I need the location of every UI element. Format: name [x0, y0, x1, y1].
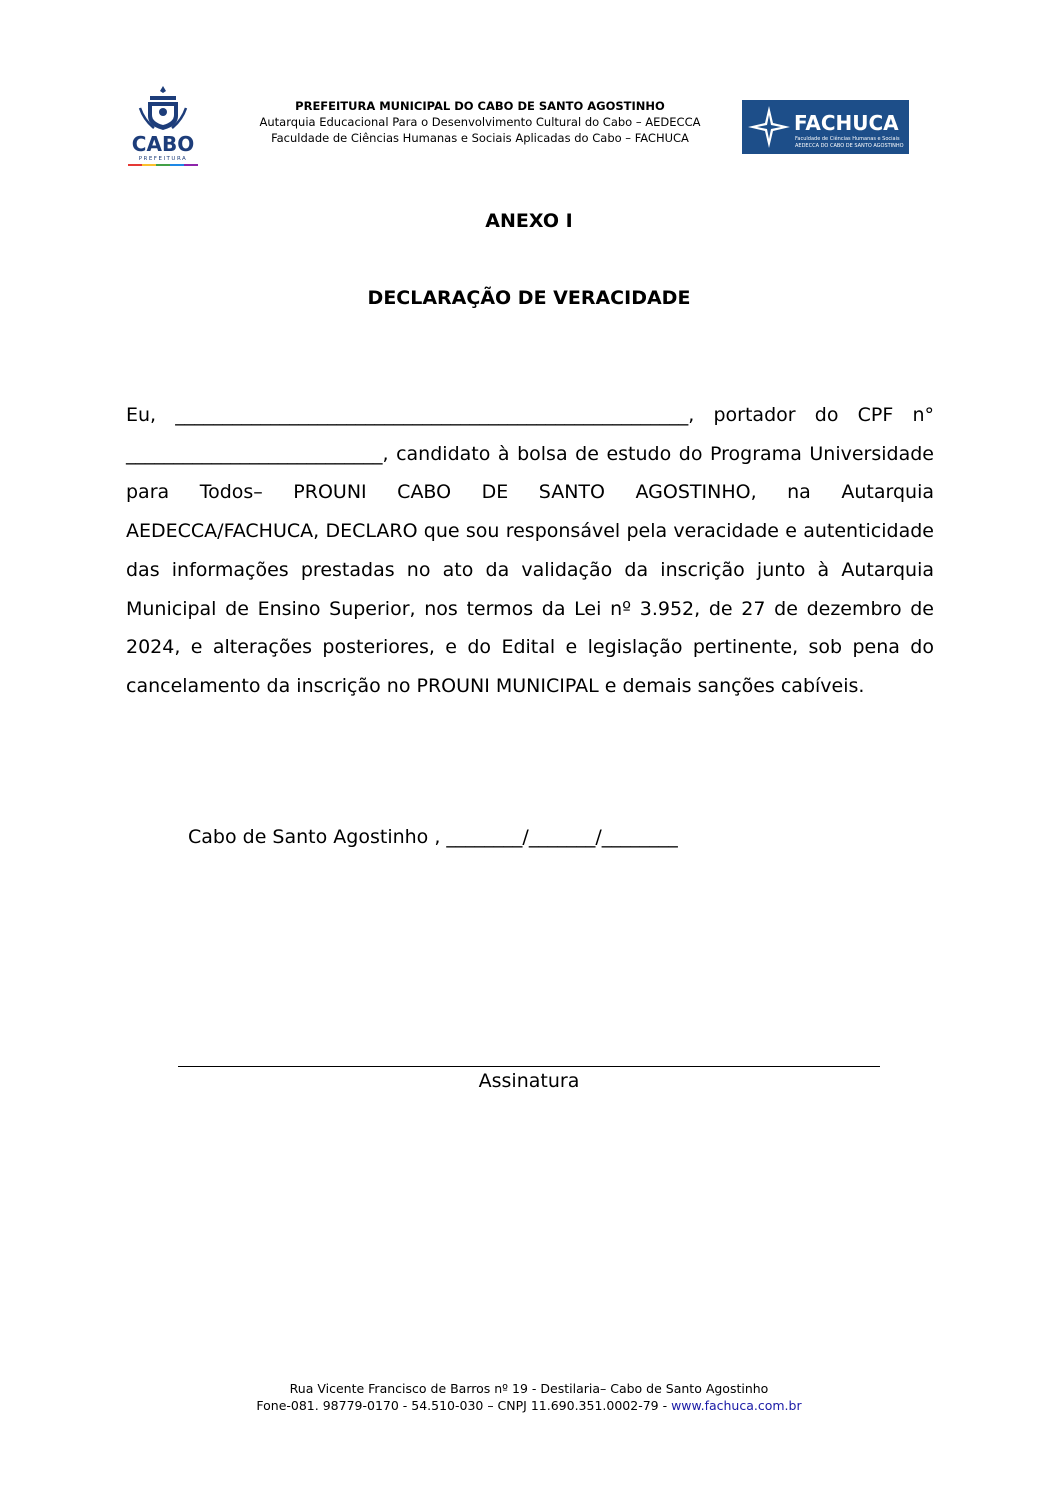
- header-line-3: Faculdade de Ciências Humanas e Sociais Aplicadas do Cabo – FACHUCA: [271, 131, 689, 145]
- document-footer: [0, 1380, 1058, 1414]
- cabo-logo-text: CABO: [131, 132, 195, 156]
- footer-website-link[interactable]: www.fachuca.com.br: [671, 1398, 802, 1413]
- cabo-logo-subtext: PREFEITURA: [138, 156, 188, 162]
- fachuca-logo-text: FACHUCA: [794, 111, 899, 135]
- place-date-line: Cabo de Santo Agostinho , ________/_______/________: [188, 826, 678, 848]
- annex-title: ANEXO I: [485, 210, 573, 232]
- institution-header-text: [220, 98, 740, 146]
- header-line-1: PREFEITURA MUNICIPAL DO CABO DE SANTO AGOSTINHO: [295, 99, 665, 113]
- fachuca-logo-subtext-2: AEDECCA DO CABO DE SANTO AGOSTINHO: [795, 143, 904, 149]
- fachuca-logo: [742, 100, 909, 154]
- header-line-2: Autarquia Educacional Para o Desenvolvimento Cultural do Cabo – AEDECCA: [259, 115, 701, 129]
- footer-contact-line: [0, 1397, 1058, 1414]
- declaration-title: DECLARAÇÃO DE VERACIDADE: [367, 287, 691, 309]
- signature-line: [178, 1066, 880, 1067]
- footer-contact: Fone-081. 98779-0170 - 54.510-030 – CNPJ 11.690.351.0002-79 -: [256, 1398, 672, 1413]
- fachuca-logo-subtext-1: Faculdade de Ciências Humanas e Sociais: [795, 136, 900, 142]
- cabo-prefeitura-logo: [124, 84, 202, 168]
- footer-address: Rua Vicente Francisco de Barros nº 19 - Destilaria– Cabo de Santo Agostinho: [289, 1381, 769, 1396]
- document-header: [0, 80, 1058, 180]
- signature-label: Assinatura: [478, 1070, 580, 1092]
- declaration-paragraph: Eu, ______________________________________________________, portador do CPF n° ___________________________, candidato à bolsa de estudo do Programa Universidade para Todos– PROUNI CABO DE SANTO AGOSTINHO, na Autarquia AEDECCA/FACHUCA, DECLARO que sou responsável pela veracidade e autenticidade das informações prestadas no ato da validação da inscrição junto à Autarquia Municipal de Ensino Superior, nos termos da Lei nº 3.952, de 27 de dezembro de 2024, e alterações posteriores, e do Edital e legislação pertinente, sob pena do cancelamento da inscrição no PROUNI MUNICIPAL e demais sanções cabíveis.: [126, 404, 934, 697]
